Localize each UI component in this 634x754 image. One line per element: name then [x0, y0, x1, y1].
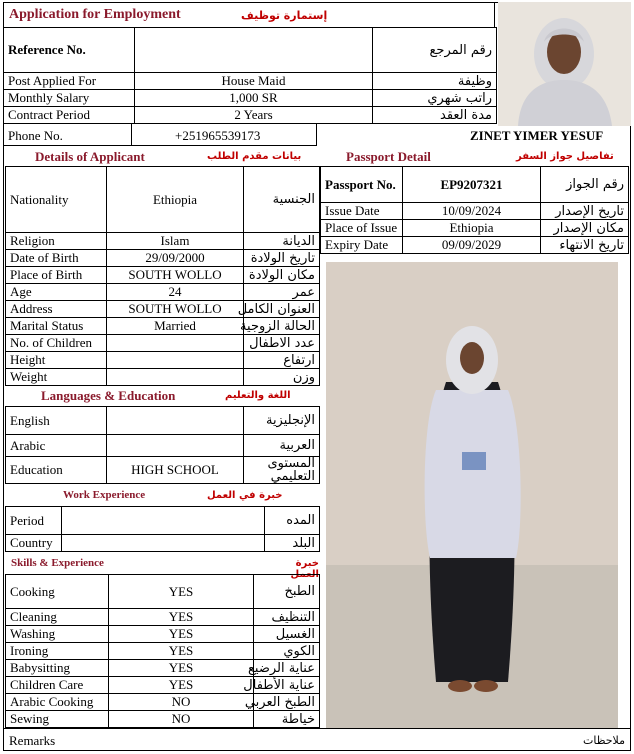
passport-table — [320, 166, 629, 254]
skills-header — [3, 554, 319, 580]
details-title-en: Details of Applicant — [35, 149, 145, 164]
passport-number-label-ar: رقم الجواز — [541, 167, 629, 203]
row-value: SOUTH WOLLO — [107, 301, 244, 318]
skill-row — [6, 643, 320, 660]
arabic-value — [107, 435, 244, 457]
contract-value: 2 Years — [135, 107, 373, 124]
row-label-ar: عدد الاطفال — [244, 335, 320, 352]
skill-row — [6, 677, 320, 694]
details-row — [6, 233, 320, 250]
work-row — [6, 507, 320, 535]
languages-table — [5, 406, 320, 484]
reference-value — [135, 28, 373, 73]
skill-value: YES — [109, 575, 254, 609]
passport-title-en: Passport Detail — [346, 149, 431, 164]
remarks-row — [3, 728, 631, 751]
language-row — [6, 435, 320, 457]
work-header — [3, 486, 319, 506]
education-value: HIGH SCHOOL — [107, 457, 244, 484]
skill-label: Children Care — [6, 677, 109, 694]
education-row — [6, 457, 320, 484]
row-label-ar: ارتفاع — [244, 352, 320, 369]
row-label: Marital Status — [6, 318, 107, 335]
languages-title-en: Languages & Education — [41, 388, 176, 403]
skill-row — [6, 660, 320, 677]
expiry-date-label: Expiry Date — [321, 237, 403, 254]
passport-rows — [321, 167, 629, 254]
skill-value: YES — [109, 677, 254, 694]
row-value — [107, 369, 244, 386]
skill-label: Cooking — [6, 575, 109, 609]
skill-label: Cleaning — [6, 609, 109, 626]
row-label: Place of Birth — [6, 267, 107, 284]
form-title-ar: إستمارة توظيف — [241, 9, 328, 22]
portrait-illustration — [498, 2, 631, 126]
row-label: Address — [6, 301, 107, 318]
top-row — [4, 73, 497, 90]
row-label-ar: الحالة الزوجية — [244, 318, 320, 335]
phone-label: Phone No. — [8, 128, 63, 143]
skill-row — [6, 575, 320, 609]
row-value — [107, 335, 244, 352]
salary-value: 1,000 SR — [135, 90, 373, 107]
row-label-ar: تاريخ الولادة — [244, 250, 320, 267]
skill-row — [6, 609, 320, 626]
post-value: House Maid — [135, 73, 373, 90]
passport-row — [321, 220, 629, 237]
skill-label: Sewing — [6, 711, 109, 728]
row-value: Married — [107, 318, 244, 335]
reference-label: Reference No. — [4, 28, 135, 73]
languages-header — [3, 386, 319, 406]
full-body-illustration — [326, 262, 618, 728]
details-row — [6, 335, 320, 352]
reference-label-ar: رقم المرجع — [373, 28, 497, 73]
work-table — [5, 506, 320, 552]
top-info-rows — [4, 28, 497, 124]
row-label-ar: مكان الولادة — [244, 267, 320, 284]
skill-label-ar: خياطة — [254, 711, 320, 728]
languages-rows — [6, 407, 320, 484]
work-rows — [6, 507, 320, 552]
passport-row — [321, 203, 629, 220]
post-label-ar: وظيفة — [373, 73, 497, 90]
details-row — [6, 352, 320, 369]
country-value — [62, 535, 265, 552]
row-label: Religion — [6, 233, 107, 250]
details-row — [6, 318, 320, 335]
work-title-ar: خبرة في العمل — [207, 490, 283, 501]
arabic-label: Arabic — [6, 435, 107, 457]
skill-value: YES — [109, 660, 254, 677]
row-value: Ethiopia — [107, 167, 244, 233]
row-label-ar: الجنسية — [244, 167, 320, 233]
details-row — [6, 267, 320, 284]
row-value: Islam — [107, 233, 244, 250]
place-of-issue-label-ar: مكان الإصدار — [541, 220, 629, 237]
education-label-ar: المستوى التعليمي — [244, 457, 320, 484]
row-value: 29/09/2000 — [107, 250, 244, 267]
top-row — [4, 28, 497, 73]
language-row — [6, 407, 320, 435]
portrait-photo — [498, 2, 631, 126]
row-value: 24 — [107, 284, 244, 301]
skill-value: YES — [109, 643, 254, 660]
form-title-en: Application for Employment — [9, 7, 181, 22]
skills-title-ar: خبرة العمل — [290, 558, 319, 580]
passport-row — [321, 167, 629, 203]
skill-label-ar: الطبخ العربي — [254, 694, 320, 711]
work-title-en: Work Experience — [63, 489, 146, 501]
contract-label: Contract Period — [4, 107, 135, 124]
phone-row — [3, 124, 317, 146]
english-label: English — [6, 407, 107, 435]
details-rows — [6, 167, 320, 386]
row-label: Date of Birth — [6, 250, 107, 267]
skill-row — [6, 626, 320, 643]
issue-date-value: 10/09/2024 — [403, 203, 541, 220]
passport-title-ar: تفاصيل جواز السفر — [516, 151, 614, 162]
skill-value: NO — [109, 694, 254, 711]
details-row — [6, 250, 320, 267]
passport-number-value: EP9207321 — [403, 167, 541, 203]
top-row — [4, 90, 497, 107]
skill-label-ar: الغسيل — [254, 626, 320, 643]
row-label-ar: الديانة — [244, 233, 320, 250]
details-row — [6, 167, 320, 233]
languages-title-ar: اللغة والتعليم — [225, 390, 291, 401]
skill-row — [6, 711, 320, 728]
english-label-ar: الإنجليزية — [244, 407, 320, 435]
place-of-issue-label: Place of Issue — [321, 220, 403, 237]
issue-date-label: Issue Date — [321, 203, 403, 220]
skill-label: Washing — [6, 626, 109, 643]
issue-date-label-ar: تاريخ الإصدار — [541, 203, 629, 220]
country-label: Country — [6, 535, 62, 552]
skill-label-ar: الكوي — [254, 643, 320, 660]
period-label: Period — [6, 507, 62, 535]
skills-rows — [6, 575, 320, 728]
expiry-date-label-ar: تاريخ الانتهاء — [541, 237, 629, 254]
row-label: Age — [6, 284, 107, 301]
row-label: Height — [6, 352, 107, 369]
salary-label-ar: راتب شهري — [373, 90, 497, 107]
skill-label: Ironing — [6, 643, 109, 660]
skills-table — [5, 574, 320, 728]
contract-label-ar: مدة العقد — [373, 107, 497, 124]
skill-label: Arabic Cooking — [6, 694, 109, 711]
arabic-label-ar: العربية — [244, 435, 320, 457]
row-value — [107, 352, 244, 369]
passport-header — [320, 146, 631, 166]
applicant-name: ZINET YIMER YESUF — [470, 128, 604, 143]
place-of-issue-value: Ethiopia — [403, 220, 541, 237]
row-label-ar: عمر — [244, 284, 320, 301]
country-label-ar: البلد — [265, 535, 320, 552]
skill-value: YES — [109, 626, 254, 643]
top-row — [4, 107, 497, 124]
skill-value: YES — [109, 609, 254, 626]
details-row — [6, 301, 320, 318]
details-title-ar: بيانات مقدم الطلب — [207, 151, 302, 162]
skill-label: Babysitting — [6, 660, 109, 677]
row-value: SOUTH WOLLO — [107, 267, 244, 284]
row-label: Nationality — [6, 167, 107, 233]
remarks-label-ar: ملاحظات — [583, 734, 625, 747]
work-row — [6, 535, 320, 552]
details-row — [6, 284, 320, 301]
post-label: Post Applied For — [4, 73, 135, 90]
passport-number-label: Passport No. — [321, 167, 403, 203]
phone-value: +251965539173 — [175, 128, 261, 143]
expiry-date-value: 09/09/2029 — [403, 237, 541, 254]
top-info-table — [3, 27, 497, 124]
period-value — [62, 507, 265, 535]
row-label-ar: وزن — [244, 369, 320, 386]
skill-label-ar: التنظيف — [254, 609, 320, 626]
skill-row — [6, 694, 320, 711]
skills-title-en: Skills & Experience — [11, 557, 104, 569]
passport-row — [321, 237, 629, 254]
full-body-photo — [326, 262, 618, 728]
skill-label-ar: عناية الرضيع — [254, 660, 320, 677]
details-table — [5, 166, 320, 386]
skill-value: NO — [109, 711, 254, 728]
row-label: No. of Children — [6, 335, 107, 352]
education-label: Education — [6, 457, 107, 484]
salary-label: Monthly Salary — [4, 90, 135, 107]
period-label-ar: المده — [265, 507, 320, 535]
details-row — [6, 369, 320, 386]
skill-label-ar: الطبخ — [254, 575, 320, 609]
row-label: Weight — [6, 369, 107, 386]
form-header — [3, 2, 495, 28]
skill-label-ar: عناية الأطفال — [254, 677, 320, 694]
english-value — [107, 407, 244, 435]
details-header — [3, 146, 319, 166]
row-label-ar: العنوان الكامل — [244, 301, 320, 318]
remarks-label: Remarks — [9, 733, 56, 748]
